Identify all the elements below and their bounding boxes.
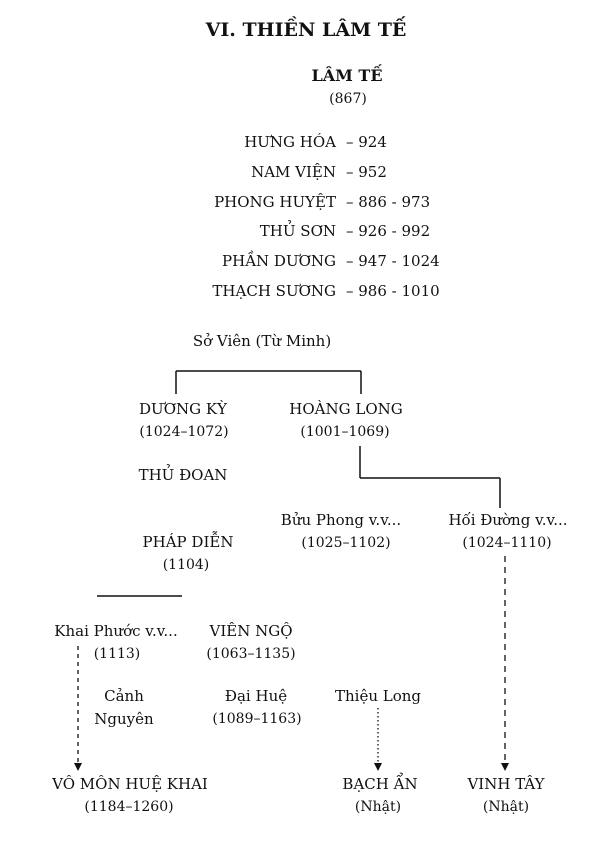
lineage-date: – 986 - 1010 <box>346 282 440 300</box>
arrowhead-vo-mon <box>74 763 82 771</box>
node-khai-phuoc: Khai Phước v.v... <box>54 622 178 640</box>
lineage-date: – 886 - 973 <box>346 193 431 211</box>
lineage-name: THỦ SƠN <box>259 222 336 240</box>
node-thieu-long: Thiệu Long <box>334 687 422 705</box>
node-canh-nguyen-line2: Nguyên <box>94 710 154 728</box>
node-so-vien: Sở Viên (Từ Minh) <box>192 332 332 350</box>
node-phap-dien-date: (1104) <box>162 557 210 573</box>
node-hoi-duong: Hối Đường v.v... <box>448 511 568 529</box>
node-canh-nguyen-line1: Cảnh <box>104 687 144 705</box>
root-name: LÂM TẾ <box>311 66 383 85</box>
root-date: (867) <box>329 91 367 107</box>
page-title: VI. THIỀN LÂM TẾ <box>205 19 407 41</box>
node-hoi-duong-date: (1024–1110) <box>462 535 552 551</box>
lineage-name: HƯNG HÓA <box>244 133 336 151</box>
lineage-name: THẠCH SƯƠNG <box>212 282 336 300</box>
lineage-name: PHẦN DƯƠNG <box>222 252 336 270</box>
node-duong-ky-date: (1024–1072) <box>139 424 229 440</box>
lineage-date: – 947 - 1024 <box>346 252 440 270</box>
lineage-name: PHONG HUYỆT <box>214 193 336 211</box>
node-vo-mon-hue-khai-date: (1184–1260) <box>84 799 174 815</box>
node-vo-mon-hue-khai: VÔ MÔN HUỆ KHAI <box>52 775 208 793</box>
node-buu-phong-date: (1025–1102) <box>301 535 391 551</box>
node-phap-dien: PHÁP DIỄN <box>142 533 234 551</box>
node-khai-phuoc-date: (1113) <box>93 646 141 662</box>
node-vinh-tay: VINH TÂY <box>467 775 545 793</box>
node-hoang-long-date: (1001–1069) <box>300 424 390 440</box>
lineage-date: – 952 <box>346 163 387 181</box>
node-dai-hue: Đại Huệ <box>224 687 288 705</box>
node-bach-an: BẠCH ẨN <box>342 775 418 793</box>
node-vien-ngo: VIÊN NGỘ <box>209 622 293 640</box>
node-bach-an-date: (Nhật) <box>354 799 402 815</box>
arrowhead-vinh-tay <box>501 763 509 771</box>
node-hoang-long: HOÀNG LONG <box>289 400 403 418</box>
lineage-name: NAM VIỆN <box>251 163 336 181</box>
lineage-date: – 924 <box>346 133 387 151</box>
node-duong-ky: DƯƠNG KỲ <box>139 400 227 418</box>
node-dai-hue-date: (1089–1163) <box>212 711 302 727</box>
node-buu-phong: Bửu Phong v.v... <box>280 511 402 529</box>
node-thu-doan: THỦ ĐOAN <box>138 466 228 484</box>
node-vien-ngo-date: (1063–1135) <box>206 646 296 662</box>
lineage-date: – 926 - 992 <box>346 222 431 240</box>
node-vinh-tay-date: (Nhật) <box>482 799 530 815</box>
arrowhead-bach-an <box>374 763 382 771</box>
